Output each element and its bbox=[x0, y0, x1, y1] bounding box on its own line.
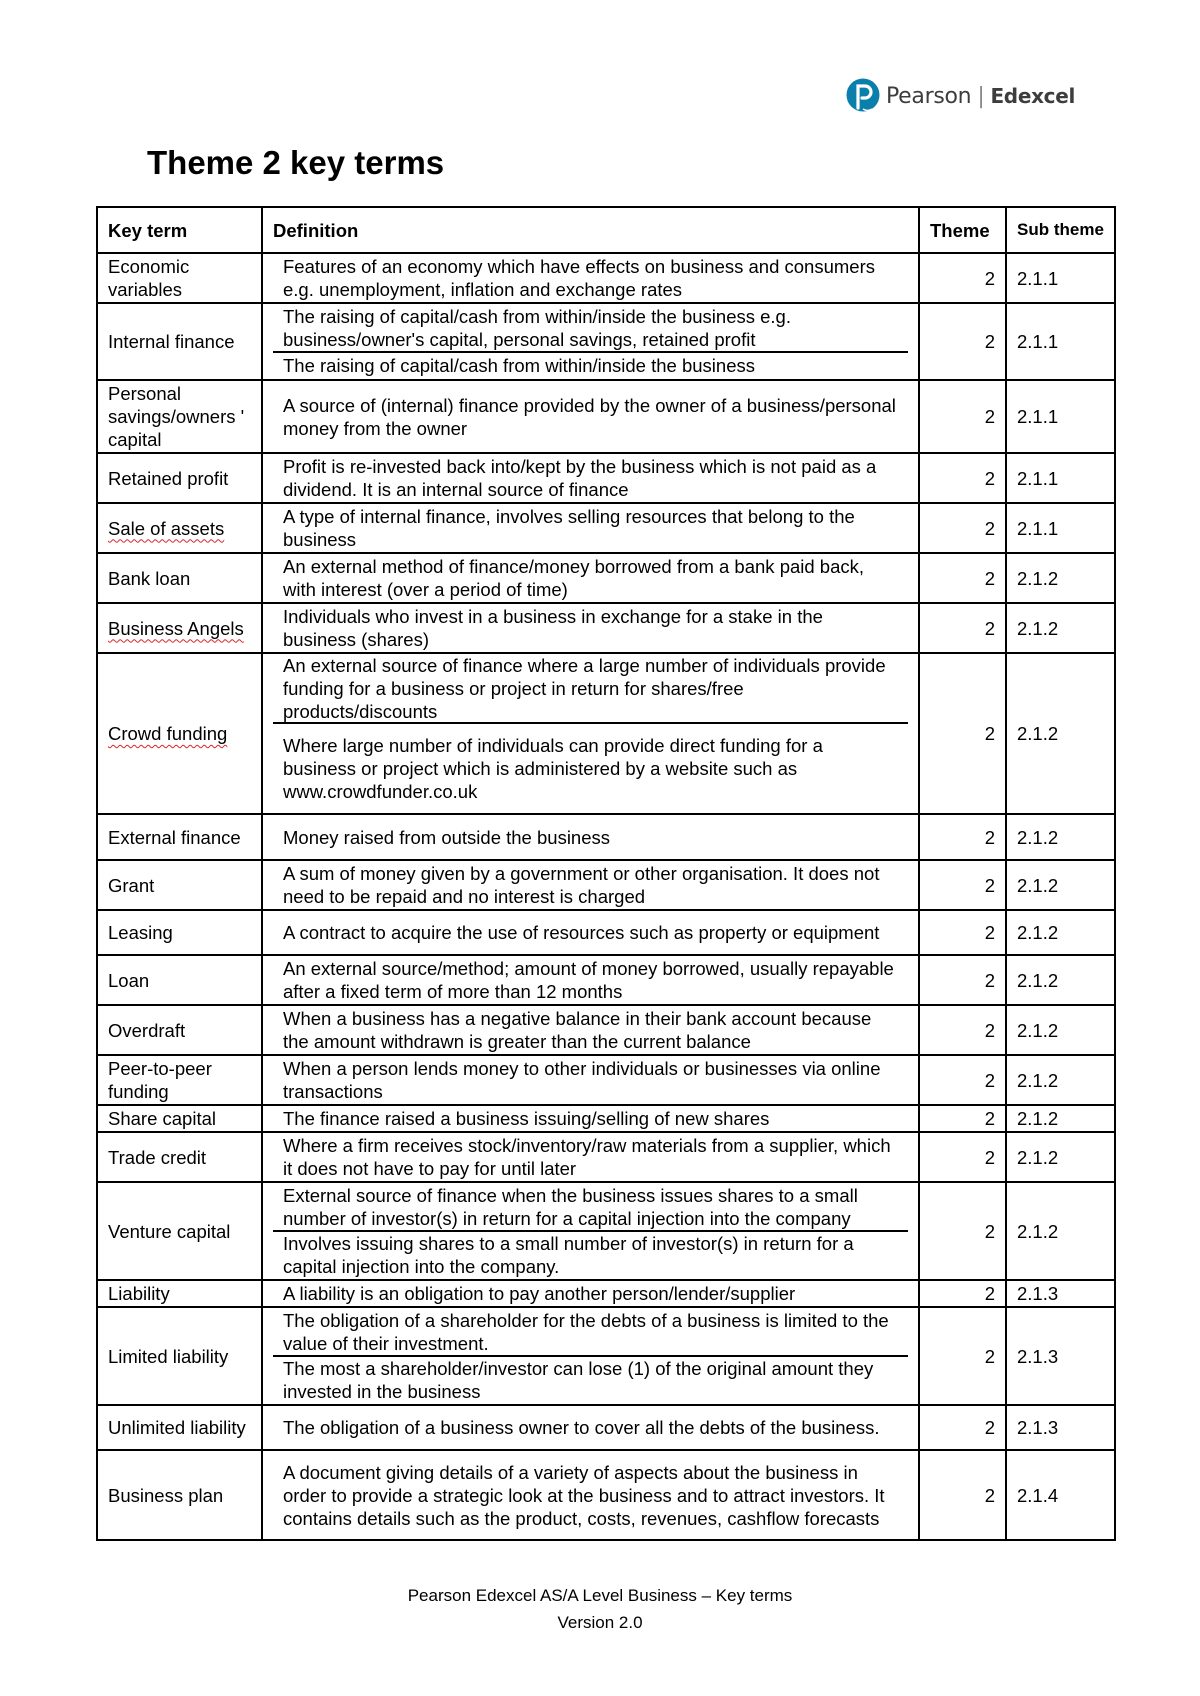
key-term: Venture capital bbox=[108, 1220, 231, 1242]
key-terms-table bbox=[96, 206, 1116, 1541]
key-term-cell bbox=[97, 1005, 262, 1055]
sub-theme-cell: 2.1.3 bbox=[1006, 1280, 1115, 1307]
definition-cell bbox=[262, 1280, 919, 1307]
key-term-cell bbox=[97, 380, 262, 453]
key-term: Loan bbox=[108, 969, 150, 991]
definition-text: An external source of finance where a large number of individuals provide funding for a business or project in return for shares/free products/discounts bbox=[283, 655, 886, 722]
definition-cell bbox=[262, 603, 919, 653]
definition-cell bbox=[262, 303, 919, 380]
sub-theme-cell: 2.1.2 bbox=[1006, 860, 1115, 910]
theme-cell: 2 bbox=[919, 1450, 1006, 1540]
logo-separator: | bbox=[977, 83, 985, 109]
definition-text: The raising of capital/cash from within/inside the business bbox=[273, 351, 908, 378]
theme-cell: 2 bbox=[919, 380, 1006, 453]
key-term-cell bbox=[97, 1280, 262, 1307]
key-term-cell bbox=[97, 814, 262, 860]
definition-cell bbox=[262, 1055, 919, 1105]
key-term: Trade credit bbox=[108, 1146, 207, 1168]
theme-cell: 2 bbox=[919, 253, 1006, 303]
table-row bbox=[97, 603, 1115, 653]
definition-text: The obligation of a shareholder for the debts of a business is limited to the value of their investment. bbox=[283, 1310, 889, 1354]
sub-theme-cell: 2.1.2 bbox=[1006, 955, 1115, 1005]
theme-cell: 2 bbox=[919, 910, 1006, 955]
definition-text: A source of (internal) finance provided by the owner of a business/personal money from the owner bbox=[283, 394, 896, 439]
definition-text: A document giving details of a variety of aspects about the business in order to provide a strategic look at the business and to attract investors. It contains details such as the product, costs, revenues, cashflow forecasts bbox=[283, 1461, 885, 1529]
page-title: Theme 2 key terms bbox=[147, 144, 445, 181]
key-term: Overdraft bbox=[108, 1019, 186, 1041]
table-row bbox=[97, 1105, 1115, 1132]
definition-text: A contract to acquire the use of resources such as property or equipment bbox=[283, 922, 880, 943]
definition-text: An external method of finance/money borrowed from a bank paid back, with interest (over a period of time) bbox=[283, 556, 865, 600]
theme-cell: 2 bbox=[919, 653, 1006, 814]
key-term-cell bbox=[97, 303, 262, 380]
key-term-cell bbox=[97, 453, 262, 503]
sub-theme-cell: 2.1.1 bbox=[1006, 380, 1115, 453]
sub-theme-cell: 2.1.2 bbox=[1006, 814, 1115, 860]
definition-text: The finance raised a business issuing/selling of new shares bbox=[283, 1108, 770, 1129]
table-row bbox=[97, 1307, 1115, 1405]
key-term: Grant bbox=[108, 874, 155, 896]
key-term: External finance bbox=[108, 826, 241, 848]
table-row bbox=[97, 1005, 1115, 1055]
theme-cell: 2 bbox=[919, 1055, 1006, 1105]
definition-cell bbox=[262, 380, 919, 453]
key-term-cell bbox=[97, 603, 262, 653]
definition-text: Money raised from outside the business bbox=[283, 826, 611, 848]
table-row bbox=[97, 253, 1115, 303]
definition-text: The raising of capital/cash from within/inside the business e.g. business/owner's capital, personal savings, retained profit bbox=[283, 306, 791, 350]
sub-theme-cell: 2.1.1 bbox=[1006, 303, 1115, 380]
table-header-row bbox=[97, 207, 1115, 253]
key-term-cell bbox=[97, 955, 262, 1005]
definition-cell bbox=[262, 860, 919, 910]
sub-theme-cell: 2.1.2 bbox=[1006, 653, 1115, 814]
table-row bbox=[97, 1405, 1115, 1450]
key-term: Leasing bbox=[108, 922, 173, 943]
sub-theme-cell: 2.1.3 bbox=[1006, 1405, 1115, 1450]
sub-theme-cell: 2.1.2 bbox=[1006, 1182, 1115, 1280]
theme-cell: 2 bbox=[919, 503, 1006, 553]
table-row bbox=[97, 303, 1115, 380]
definition-cell bbox=[262, 1132, 919, 1182]
key-term: Personal savings/owners ' capital bbox=[108, 383, 245, 450]
definition-text: Where large number of individuals can provide direct funding for a business or project which is administered by a website such as www.crowdfunder.co.uk bbox=[273, 722, 908, 812]
sub-theme-cell: 2.1.2 bbox=[1006, 1055, 1115, 1105]
page-footer bbox=[0, 1582, 1200, 1636]
definition-text: A liability is an obligation to pay another person/lender/supplier bbox=[283, 1283, 796, 1304]
key-term: Peer-to-peer funding bbox=[108, 1058, 212, 1102]
header-definition: Definition bbox=[262, 207, 919, 253]
definition-cell bbox=[262, 955, 919, 1005]
logo-brand: Pearson bbox=[886, 83, 972, 109]
key-term-cell bbox=[97, 1450, 262, 1540]
key-term-cell bbox=[97, 553, 262, 603]
key-term: Business plan bbox=[108, 1484, 224, 1506]
key-term-cell bbox=[97, 910, 262, 955]
definition-cell bbox=[262, 1005, 919, 1055]
theme-cell: 2 bbox=[919, 814, 1006, 860]
logo-wordmark bbox=[886, 84, 1075, 109]
sub-theme-cell: 2.1.2 bbox=[1006, 1132, 1115, 1182]
table-row bbox=[97, 1132, 1115, 1182]
footer-line-1: Pearson Edexcel AS/A Level Business – Key terms bbox=[407, 1586, 793, 1605]
theme-cell: 2 bbox=[919, 860, 1006, 910]
key-term-cell bbox=[97, 653, 262, 814]
key-term: Crowd funding bbox=[108, 723, 228, 744]
key-term: Business Angels bbox=[108, 617, 244, 639]
definition-cell bbox=[262, 253, 919, 303]
key-term-cell bbox=[97, 1182, 262, 1280]
table-row bbox=[97, 910, 1115, 955]
table-row bbox=[97, 955, 1115, 1005]
header-sub-theme: Sub theme bbox=[1006, 207, 1115, 253]
header-theme: Theme bbox=[919, 207, 1006, 253]
sub-theme-cell: 2.1.2 bbox=[1006, 553, 1115, 603]
sub-theme-cell: 2.1.1 bbox=[1006, 503, 1115, 553]
theme-cell: 2 bbox=[919, 1280, 1006, 1307]
sub-theme-cell: 2.1.1 bbox=[1006, 253, 1115, 303]
definition-cell bbox=[262, 553, 919, 603]
definition-text: An external source/method; amount of money borrowed, usually repayable after a fixed term of more than 12 months bbox=[283, 958, 894, 1002]
theme-cell: 2 bbox=[919, 1005, 1006, 1055]
key-term: Limited liability bbox=[108, 1345, 229, 1367]
definition-text: When a person lends money to other individuals or businesses via online transactions bbox=[283, 1058, 881, 1102]
sub-theme-cell: 2.1.2 bbox=[1006, 1005, 1115, 1055]
key-term-cell bbox=[97, 1055, 262, 1105]
definition-text: The most a shareholder/investor can lose (1) of the original amount they invested in the business bbox=[273, 1355, 908, 1403]
key-term: Retained profit bbox=[108, 467, 229, 489]
key-term-cell bbox=[97, 1105, 262, 1132]
key-term: Unlimited liability bbox=[108, 1417, 246, 1438]
table-row bbox=[97, 1055, 1115, 1105]
table-row bbox=[97, 814, 1115, 860]
definition-cell bbox=[262, 503, 919, 553]
definition-cell bbox=[262, 1450, 919, 1540]
definition-cell bbox=[262, 1182, 919, 1280]
sub-theme-cell: 2.1.3 bbox=[1006, 1307, 1115, 1405]
definition-cell bbox=[262, 910, 919, 955]
sub-theme-cell: 2.1.2 bbox=[1006, 1105, 1115, 1132]
key-term: Sale of assets bbox=[108, 517, 225, 539]
table-row bbox=[97, 380, 1115, 453]
theme-cell: 2 bbox=[919, 553, 1006, 603]
table-row bbox=[97, 503, 1115, 553]
table-row bbox=[97, 553, 1115, 603]
sub-theme-cell: 2.1.2 bbox=[1006, 910, 1115, 955]
key-term-cell bbox=[97, 253, 262, 303]
theme-cell: 2 bbox=[919, 1132, 1006, 1182]
header-key-term: Key term bbox=[97, 207, 262, 253]
key-term: Share capital bbox=[108, 1108, 216, 1129]
footer-line-2: Version 2.0 bbox=[557, 1613, 643, 1632]
theme-cell: 2 bbox=[919, 303, 1006, 380]
pearson-logo-icon bbox=[846, 76, 880, 116]
pearson-edexcel-logo bbox=[846, 76, 1075, 116]
table-row bbox=[97, 1450, 1115, 1540]
key-term-cell bbox=[97, 1307, 262, 1405]
key-term-cell bbox=[97, 860, 262, 910]
key-term: Bank loan bbox=[108, 567, 191, 589]
key-term: Economic variables bbox=[108, 256, 190, 300]
definition-cell bbox=[262, 814, 919, 860]
definition-text: When a business has a negative balance in their bank account because the amount withdrawn is greater than the current balance bbox=[283, 1008, 872, 1052]
theme-cell: 2 bbox=[919, 603, 1006, 653]
definition-text: Features of an economy which have effects on business and consumers e.g. unemployment, inflation and exchange rates bbox=[283, 256, 875, 300]
table-row bbox=[97, 1280, 1115, 1307]
key-term-cell bbox=[97, 1132, 262, 1182]
definition-text: Involves issuing shares to a small number of investor(s) in return for a capital injection into the company. bbox=[273, 1230, 908, 1278]
definition-cell bbox=[262, 653, 919, 814]
theme-cell: 2 bbox=[919, 1307, 1006, 1405]
definition-text: Where a firm receives stock/inventory/raw materials from a supplier, which it does not have to pay for until later bbox=[283, 1135, 891, 1179]
table-row bbox=[97, 1182, 1115, 1280]
definition-cell bbox=[262, 1405, 919, 1450]
theme-cell: 2 bbox=[919, 955, 1006, 1005]
theme-cell: 2 bbox=[919, 1405, 1006, 1450]
key-term-cell bbox=[97, 1405, 262, 1450]
key-term: Internal finance bbox=[108, 331, 235, 352]
definition-cell bbox=[262, 1307, 919, 1405]
definition-text: A type of internal finance, involves selling resources that belong to the business bbox=[283, 506, 855, 550]
theme-cell: 2 bbox=[919, 1182, 1006, 1280]
theme-cell: 2 bbox=[919, 1105, 1006, 1132]
sub-theme-cell: 2.1.4 bbox=[1006, 1450, 1115, 1540]
theme-cell: 2 bbox=[919, 453, 1006, 503]
definition-text: A sum of money given by a government or other organisation. It does not need to be repaid and no interest is charged bbox=[283, 863, 880, 907]
definition-text: External source of finance when the business issues shares to a small number of investor(s) in return for a capital injection into the company bbox=[283, 1185, 858, 1229]
definition-cell bbox=[262, 453, 919, 503]
table-row bbox=[97, 653, 1115, 814]
table-row bbox=[97, 453, 1115, 503]
sub-theme-cell: 2.1.1 bbox=[1006, 453, 1115, 503]
sub-theme-cell: 2.1.2 bbox=[1006, 603, 1115, 653]
definition-text: Individuals who invest in a business in exchange for a stake in the business (shares) bbox=[283, 606, 823, 650]
definition-cell bbox=[262, 1105, 919, 1132]
definition-text: Profit is re-invested back into/kept by the business which is not paid as a dividend. It is an internal source of finance bbox=[283, 456, 877, 500]
definition-text: The obligation of a business owner to cover all the debts of the business. bbox=[283, 1417, 880, 1438]
key-term: Liability bbox=[108, 1283, 170, 1304]
table-row bbox=[97, 860, 1115, 910]
key-term-cell bbox=[97, 503, 262, 553]
logo-sub: Edexcel bbox=[990, 83, 1076, 108]
